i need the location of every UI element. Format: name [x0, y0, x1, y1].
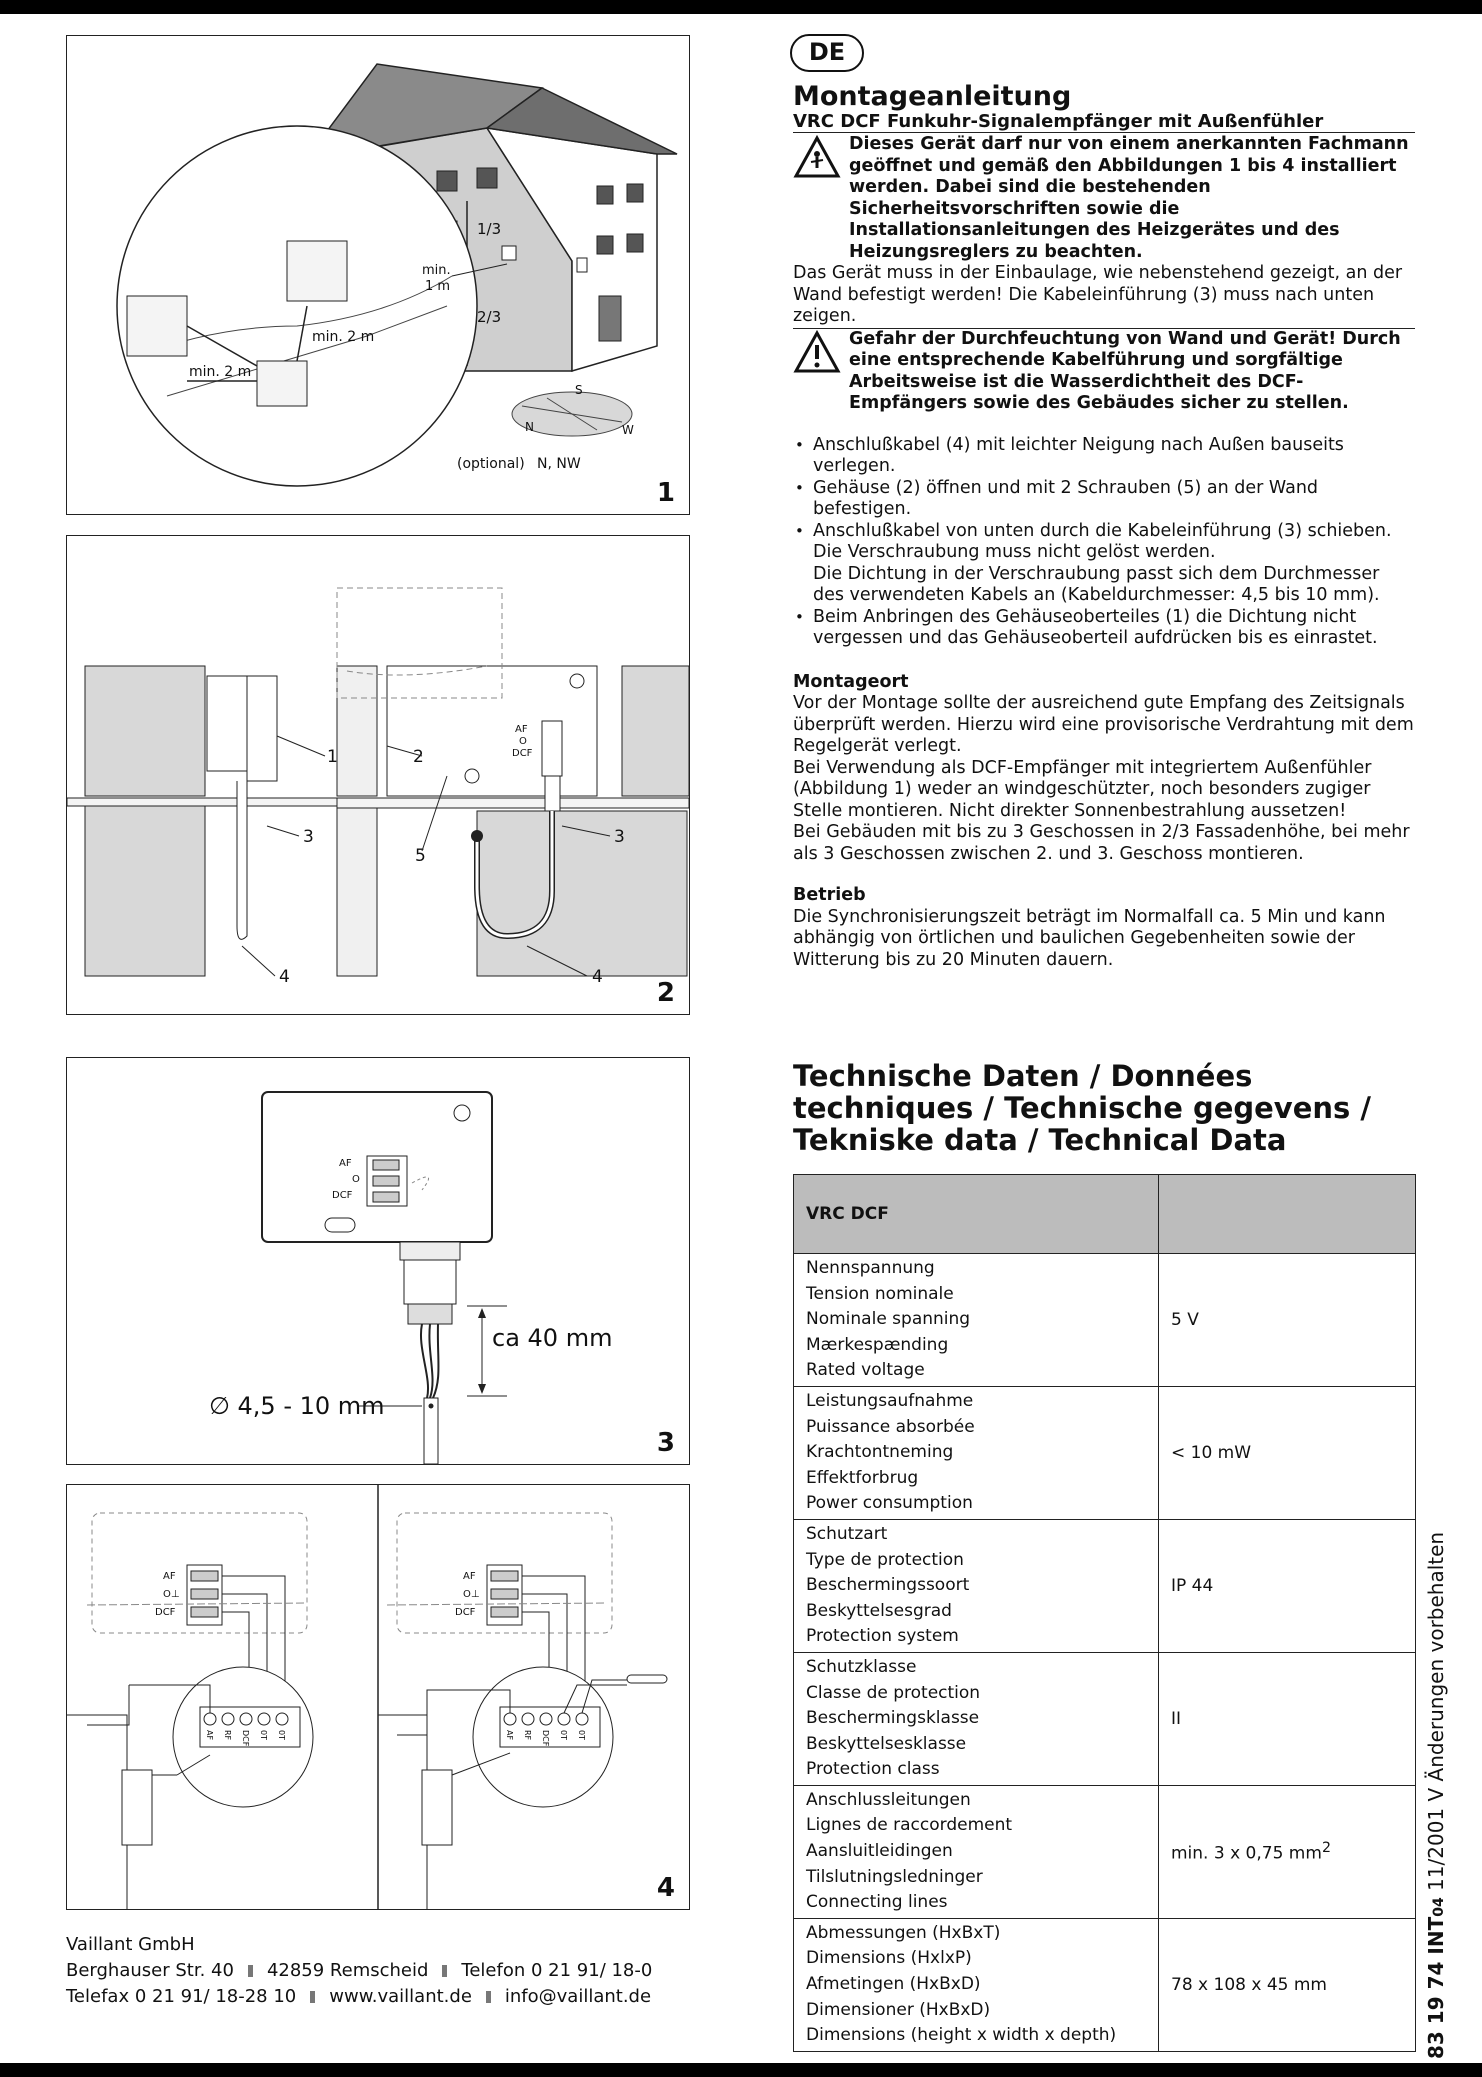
fig1-min: min. [422, 263, 451, 278]
fig4-o-left: O⊥ [163, 1589, 180, 1600]
label-fr: Lignes de raccordement [806, 1815, 1013, 1836]
figure-4-number: 4 [656, 1873, 675, 1903]
figure-1 [66, 35, 690, 515]
table-row [794, 1386, 1416, 1519]
list-item [793, 607, 1415, 650]
figure-3-number: 3 [656, 1428, 675, 1458]
figure-3-drawing [67, 1058, 689, 1464]
address-line [66, 1958, 652, 1984]
table-header-model: VRC DCF [794, 1175, 1159, 1254]
montageort-p1: Vor der Montage sollte der ausreichend gute Empfang des Zeitsignals überprüft werden. Hierzu wird eine provisorische Verdrahtung mit dem Regelgerät verlegt. [793, 693, 1414, 756]
table-row [794, 1785, 1416, 1918]
fig4-term-o2: 0T [277, 1730, 286, 1740]
contact-line [66, 1984, 652, 2010]
row-value [1159, 1785, 1416, 1918]
label-da: Mærkespænding [806, 1334, 949, 1355]
fig1-third-bottom: 2/3 [477, 308, 502, 326]
value-superscript: 2 [1321, 1840, 1331, 1857]
figure-2-number: 2 [656, 978, 675, 1008]
label-en: Protection class [806, 1759, 940, 1780]
list-item-extra: Die Dichtung in der Verschraubung passt sich dem Durchmesser des verwendeten Kabels an (Kabeldurchmesser: 4,5 bis 10 mm). [813, 563, 1380, 605]
label-de: Anschlussleitungen [806, 1789, 971, 1810]
label-da: Effektforbrug [806, 1467, 919, 1488]
website-link[interactable]: www.vaillant.de [329, 1986, 472, 2007]
footer-address [66, 1932, 652, 2010]
warning-block-2 [793, 328, 1415, 415]
fig4-dcf-left: DCF [155, 1607, 176, 1618]
fig2-callout-2: 2 [413, 747, 424, 767]
label-en: Power consumption [806, 1493, 973, 1514]
label-nl: Beschermingssoort [806, 1575, 970, 1596]
company-name: Vaillant GmbH [66, 1934, 195, 1955]
label-da: Tilslutningsledninger [806, 1866, 983, 1887]
language-badge: DE [790, 34, 864, 72]
warning-text-1: Dieses Gerät darf nur von einem anerkannten Fachmann geöffnet und gemäß den Abbildungen 1 bis 4 installiert werden. Dabei sind die bestehenden Sicherheitsvorschriften sowie die Installationsanleitungen des Heizgerätes und des Heizungsreglers zu beachten. [849, 134, 1409, 262]
row-labels [794, 1652, 1159, 1785]
label-nl: Nominale spanning [806, 1309, 971, 1330]
instructions-column [793, 82, 1415, 971]
montageort-heading: Montageort [793, 671, 909, 692]
table-row [794, 1519, 1416, 1652]
list-item [793, 478, 1415, 521]
fig4-dcf-right: DCF [455, 1607, 476, 1618]
figure-4 [66, 1484, 690, 1910]
separator [442, 1965, 447, 1977]
document-code-vertical [1424, 1532, 1451, 2059]
label-fr: Classe de protection [806, 1682, 981, 1703]
email-link[interactable]: info@vaillant.de [504, 1986, 652, 2007]
list-item-text: Gehäuse (2) öffnen und mit 2 Schrauben (5) an der Wand befestigen. [813, 477, 1319, 519]
figure-2 [66, 535, 690, 1015]
list-item-text: Anschlußkabel (4) mit leichter Neigung nach Außen bauseits verlegen. [813, 434, 1344, 476]
manual-page [0, 14, 1482, 2063]
betrieb-heading: Betrieb [793, 885, 866, 905]
label-da: Dimensioner (HxBxD) [806, 1999, 991, 2020]
table-row [794, 1254, 1416, 1387]
label-nl: Krachtontneming [806, 1442, 954, 1463]
fig1-compass-n: N [525, 420, 534, 434]
label-en: Rated voltage [806, 1360, 925, 1381]
fig4-left [67, 1513, 313, 1909]
label-fr: Puissance absorbée [806, 1416, 975, 1437]
fig1-min2m-b: min. 2 m [189, 364, 252, 380]
fig4-af-left: AF [163, 1571, 176, 1582]
table-header-row [794, 1175, 1416, 1254]
fig2-af: AF [515, 724, 528, 735]
label-de: Abmessungen (HxBxT) [806, 1922, 1001, 1943]
fig1-1m: 1 m [425, 279, 451, 294]
phone: Telefon 0 21 91/ 18-0 [461, 1960, 653, 1981]
fig4-term-dcf: DCF [241, 1730, 250, 1747]
label-fr: Type de protection [806, 1549, 964, 1570]
doc-code: 83 19 74 INT [1424, 1916, 1448, 2059]
fig1-compass-s: S [575, 383, 583, 397]
figure-2-drawing [67, 536, 689, 1014]
worker-warning-icon [793, 134, 841, 180]
fig4-term-rf-r: RF [523, 1730, 532, 1741]
separator [310, 1991, 315, 2003]
label-da: Beskyttelsesklasse [806, 1733, 967, 1754]
list-item [793, 521, 1415, 607]
label-de: Schutzart [806, 1523, 888, 1544]
label-en: Connecting lines [806, 1892, 948, 1913]
figure-3 [66, 1057, 690, 1465]
warning-block-1 [793, 134, 1415, 263]
fig4-o-right: O⊥ [463, 1589, 480, 1600]
fig2-o: O [519, 736, 527, 747]
street: Berghauser Str. 40 [66, 1960, 234, 1981]
warning-text-2: Gefahr der Durchfeuchtung von Wand und Gerät! Durch eine entsprechende Kabelführung und sorgfältige Arbeitsweise ist die Wasserdichtheit des DCF-Empfängers sowie des Gebäudes sicher zu stellen. [849, 328, 1401, 413]
fig1-caption: N, NW [537, 456, 581, 472]
fig2-callout-5: 5 [415, 846, 426, 866]
list-item [793, 435, 1415, 478]
fig1-third-top: 1/3 [477, 220, 502, 238]
fig2-callout-1: 1 [327, 747, 338, 767]
label-nl: Afmetingen (HxBxD) [806, 1974, 981, 1995]
tech-data-title: Technische Daten / Données techniques / Technische gegevens / Tekniske data / Technical Data [793, 1059, 1371, 1157]
instruction-list [793, 435, 1415, 650]
fig4-term-rf: RF [223, 1730, 232, 1741]
label-en: Dimensions (height x width x depth) [806, 2025, 1117, 2046]
figure-4-drawing [67, 1485, 689, 1909]
fig2-dcf: DCF [512, 748, 533, 759]
fax: Telefax 0 21 91/ 18-28 10 [66, 1986, 297, 2007]
label-nl: Beschermingsklasse [806, 1708, 980, 1729]
fig4-term-af-r: AF [505, 1730, 514, 1741]
separator [248, 1965, 253, 1977]
row-labels [794, 1918, 1159, 2051]
figure-1-drawing [67, 36, 689, 514]
label-fr: Tension nominale [806, 1283, 954, 1304]
fig2-callout-4a: 4 [279, 967, 290, 987]
row-labels [794, 1386, 1159, 1519]
fig3-dcf: DCF [332, 1190, 353, 1201]
fig2-callout-3a: 3 [303, 827, 314, 847]
table-row [794, 1918, 1416, 2051]
intro-paragraph: Das Gerät muss in der Einbaulage, wie nebenstehend gezeigt, an der Wand befestigt werden! Die Kabeleinführung (3) muss nach unten zeigen. [793, 263, 1403, 326]
row-labels [794, 1254, 1159, 1387]
doc-code-rest: 11/2001 V Änderungen vorbehalten [1424, 1531, 1448, 1898]
label-da: Beskyttelsesgrad [806, 1600, 952, 1621]
fig3-length-label: ca 40 mm [492, 1324, 613, 1352]
page-title: Montageanleitung [793, 81, 1072, 112]
montageort-p3: Bei Gebäuden mit bis zu 3 Geschossen in 2/3 Fassadenhöhe, bei mehr als 3 Geschossen zwischen 2. und 3. Geschoss montieren. [793, 822, 1410, 864]
list-item-text: Beim Anbringen des Gehäuseoberteiles (1) die Dichtung nicht vergessen und das Gehäuseoberteil aufdrücken bis es einrastet. [813, 606, 1378, 648]
betrieb-p1: Die Synchronisierungszeit beträgt im Normalfall ca. 5 Min und kann abhängig von örtlichen und baulichen Gegebenheiten sowie der Witterung bis zu 20 Minuten dauern. [793, 906, 1386, 970]
fig2-callout-3b: 3 [614, 827, 625, 847]
separator [486, 1991, 491, 2003]
fig3-diameter-label: ∅ 4,5 - 10 mm [209, 1392, 385, 1420]
city: 42859 Remscheid [266, 1960, 429, 1981]
fig4-term-dcf-r: DCF [541, 1730, 550, 1747]
fig3-af: AF [339, 1158, 352, 1169]
value-text: min. 3 x 0,75 mm [1171, 1843, 1322, 1864]
tech-data-table [793, 1174, 1416, 2052]
figure-1-number: 1 [656, 478, 675, 508]
montageort-p2: Bei Verwendung als DCF-Empfänger mit integriertem Außenfühler (Abbildung 1) weder an windgeschützter, noch besonders zugiger Stelle montieren. Nicht direkter Sonnenbestrahlung aussetzen! [793, 757, 1372, 821]
fig1-compass-w: W [622, 423, 634, 437]
row-value: < 10 mW [1159, 1386, 1416, 1519]
table-header-empty [1159, 1175, 1416, 1254]
fig4-right [378, 1513, 667, 1909]
row-labels [794, 1785, 1159, 1918]
fig2-callout-4b: 4 [592, 967, 603, 987]
row-labels [794, 1519, 1159, 1652]
fig4-term-af: AF [205, 1730, 214, 1741]
list-item-text: Anschlußkabel von unten durch die Kabeleinführung (3) schieben. Die Verschraubung muss nicht gelöst werden. [813, 520, 1392, 562]
label-fr: Dimensions (HxlxP) [806, 1948, 972, 1969]
row-value: IP 44 [1159, 1519, 1416, 1652]
doc-code-suffix: 04 [1431, 1897, 1447, 1917]
row-value: 5 V [1159, 1254, 1416, 1387]
row-value: II [1159, 1652, 1416, 1785]
fig1-caption-prefix: (optional) [457, 456, 525, 472]
label-de: Schutzklasse [806, 1656, 917, 1677]
page-subtitle: VRC DCF Funkuhr-Signalempfänger mit Außenfühler [793, 112, 1415, 133]
table-row [794, 1652, 1416, 1785]
label-en: Protection system [806, 1626, 959, 1647]
fig1-min2m-a: min. 2 m [312, 329, 375, 345]
label-de: Nennspannung [806, 1258, 935, 1278]
label-nl: Aansluitleidingen [806, 1841, 953, 1862]
fig4-af-right: AF [463, 1571, 476, 1582]
fig4-term-o2-r: 0T [577, 1730, 586, 1740]
fig4-term-o1: 0T [259, 1730, 268, 1740]
row-value: 78 x 108 x 45 mm [1159, 1918, 1416, 2051]
fig3-o: O [352, 1174, 360, 1185]
fig4-term-o1-r: 0T [559, 1730, 568, 1740]
exclamation-warning-icon [793, 329, 841, 375]
label-de: Leistungsaufnahme [806, 1390, 974, 1411]
